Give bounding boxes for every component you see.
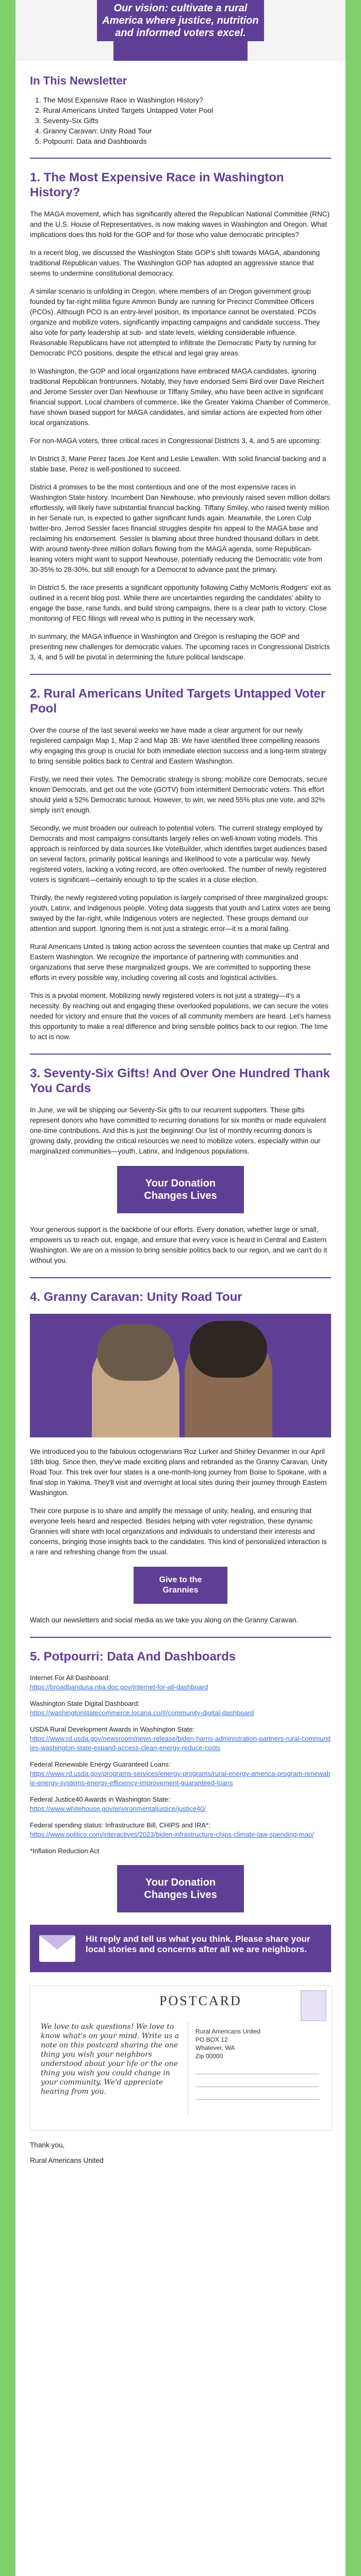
banner-tagline: Our vision: cultivate a rural America where justice, nutrition and informed voters excel. — [97, 0, 264, 41]
paragraph: For non-MAGA voters, three critical races in Congressional Districts 3, 4, and 5 are upcoming: — [30, 437, 321, 445]
resource-label: USDA Rural Development Awards in Washington State: — [30, 1725, 195, 1733]
stamp-icon — [301, 1990, 326, 2021]
paragraph: Your generous support is the backbone of our efforts. Every donation, whether large or small, empowers us to reach out, engage, and ensure that every voice is heard in Central and Eastern Washington. We are on a mission to bring sensible politics back to our region, and we can't do it without you. — [30, 1226, 327, 1264]
table-of-contents — [30, 95, 331, 146]
section-divider — [30, 674, 331, 675]
paragraph: Watch our newsletters and social media as we take you along on the Granny Caravan. — [30, 1616, 299, 1624]
section-title-washington-race: 1. The Most Expensive Race in Washington History? — [30, 171, 284, 199]
paragraph: In a recent blog, we discussed the Washington State GOP's shift towards MAGA, abandoning traditional Republican values. The Washington GOP has adopted an aggressive stance that seems to undermine constitutional democracy. — [30, 249, 320, 277]
postcard-message: We love to ask questions! We love to know what's on your mind. Write us a note on this postcard sharing the one thing you wish your neighbors understood about your life or the one thing you wish you could change in your community. We'd appreciate hearing from you. — [41, 2023, 179, 2096]
postcard-image — [30, 1986, 332, 2131]
mail-icon — [39, 1935, 75, 1962]
section-divider — [30, 1637, 331, 1638]
resource-label: Washington State Digital Dashboard: — [30, 1700, 140, 1707]
paragraph: In June, we will be shipping our Seventy-Six gifts to our recurrent supporters. These gifts represent donors who have committed to recurring donations for six months or made equivalent one-time contributions. And this is just the beginning! Our list of monthly recurring donors is growing daily, providing the critical resources we need to mobilize voters, especially within our marginalized communities—youth, Latinx, and Indigenous populations. — [30, 1106, 326, 1155]
paragraph: District 4 promises to be the most contentious and one of the most expensive races in Washington State history. Incumbent Dan Newhouse, who previously raised seven million dollars effortlessly, will likely have substantial financial backing. Tiffany Smiley, who raised twenty million in her Senate run, is expected to gather significant funds again. Meanwhile, the Loren Culp twitter-bro, Jerrod Sessler faces financial struggles despite his appeal to the MAGA base and reclaiming his endorsement. Sessler is blaming about three hundred thousand dollars in debt. With around twenty-three million dollars flowing from the MAGA agenda, some Republican-leaning voters might want to support Newhouse, potentially reducing the Democratic vote from 30-35% to 28-30%, but still enough for a Democrat to advance past the primary. — [30, 483, 330, 573]
granny-hair-left — [97, 1324, 174, 1381]
resource-link[interactable]: https://www.whitehouse.gov/environmentaljustice/justice40/ — [30, 1805, 206, 1812]
paragraph: Rural Americans United is taking action across the seventeen counties that make up Central and Eastern Washington. We recognize the importance of partnering with communities and organizations that serve these marginalized groups. We are committed to supporting these efforts in every possible way, including covering all costs and logistical activities. — [30, 943, 330, 981]
paragraph: This is a pivotal moment. Mobilizing newly registered voters is not just a strategy—it's a necessity. By reaching out and engaging these overlooked populations, we can secure the votes needed for victory and ensure that the voices of all community members are heard. Let's harness this opportunity to make a real difference and bring sensible politics back to our region. The time to act is now. — [30, 992, 331, 1041]
paragraph: In Washington, the GOP and local organizations have embraced MAGA candidates, ignoring traditional Republican frontrunners. Notably, they have endorsed Semi Bird over Dave Reichert and Jerome Sessler over Dan Newhouse or Tiffany Smiley, who have been active in significant financial support. Local chambers of commerce, like the Greater Yakima Chamber of Commerce, have shown biased support for MAGA candidates, and similar actions are expected from other local organizations. — [30, 367, 331, 427]
resource-item — [30, 1673, 331, 1692]
section-title-potpourri: 5. Potpourri: Data And Dashboards — [30, 1650, 236, 1664]
resource-label: *Inflation Reduction Act — [30, 1847, 100, 1855]
reply-banner[interactable] — [30, 1925, 331, 1972]
address-line — [195, 2099, 319, 2100]
paragraph: The MAGA movement, which has significantly altered the Republican National Committee (RNC) and the U.S. House of Representatives, is now making waves in Washington and Oregon. What implications does this hold for the GOP and for those who value democratic principles? — [30, 210, 330, 239]
donate-button[interactable]: Your Donation Changes Lives — [117, 1166, 244, 1213]
postcard-address: Rural Americans United PO BOX 12 Whatever, WA Zip 00000 — [195, 2028, 261, 2060]
resource-link[interactable]: https://www.politico.com/interactives/2023/biden-infrastructure-chips-climate-law-spending-map/ — [30, 1831, 314, 1838]
resource-link[interactable]: https://www.rd.usda.gov/newsroom/news-release/biden-harris-administration-partners-rural-communities-washington-state-expand-access-clean-energy-reduce-costs — [30, 1735, 331, 1752]
header-banner — [15, 0, 346, 61]
toc-item[interactable]: 2. Rural Americans United Targets Untapped Voter Pool — [35, 106, 214, 114]
granny-hair-right — [190, 1321, 267, 1378]
newsletter-title: In This Newsletter — [30, 74, 127, 87]
reply-text: Hit reply and tell us what you think. Please share your local stories and concerns after all we are neighbors. — [86, 1934, 310, 1954]
resource-label: Federal spending status: Infrastructure Bill, CHIPS and IRA*: — [30, 1821, 210, 1829]
section-title-granny-caravan: 4. Granny Caravan: Unity Road Tour — [30, 1290, 242, 1304]
toc-item[interactable]: 3. Seventy-Six Gifts — [35, 116, 99, 125]
cta-wrapper — [30, 1567, 331, 1604]
donate-button[interactable]: Your Donation Changes Lives — [117, 1865, 244, 1912]
paragraph: A similar scenario is unfolding in Oregon, where members of an Oregon government group founded by far-right militia figure Ammon Bundy are running for Precinct Committee Officers (PCOs). Although PCO is an entry-level position, its importance cannot be overstated. PCOs organize and mobilize voters, significantly impacting campaigns and candidate success. They also vote for party leadership at sub- and state levels, wielding considerable influence. Reasonable Republicans have not attempted to infiltrate the Democratic Party by running for Democratic PCO positions, despite the ethical and legal gray areas. — [30, 287, 320, 357]
resource-item — [30, 1795, 331, 1814]
paragraph: We introduced you to the fabulous octogenarians Roz Lurker and Shirley Devanmer in our April 18th blog. Since then, they've made exciting plans and rebranded as the Granny Caravan, Unity Road Tour. This trek over four states is a one-month-long journey from Boise to Spokane, with a final stop in Yakima. They'll visit and overnight at local sites during their journey through Eastern Washington. — [30, 1448, 327, 1497]
toc-item[interactable]: 5. Potpourri: Data and Dashboards — [35, 137, 147, 145]
paragraph: Secondly, we must broaden our outreach to potential voters. The current strategy employed by Democrats and most campaigns consultants largely relies on well-known voting models. This approach is reinforced by data sources like VoteBuilder, which identifies target audiences based on several factors, primarily political leanings and likelihood to vote a particular way. Newly registered voters, lacking a voting record, are often overlooked. The number of newly registered voters is significant—certainly enough to tip the scales in a close election. — [30, 824, 327, 884]
section-title-gifts: 3. Seventy-Six Gifts! And Over One Hundred Thank You Cards — [30, 1066, 330, 1095]
resource-item — [30, 1725, 331, 1753]
toc-item[interactable]: 4. Granny Caravan: Unity Road Tour — [35, 127, 152, 135]
main-content — [15, 74, 346, 2166]
section-divider — [30, 158, 331, 159]
newsletter-column — [15, 0, 346, 2576]
paragraph: Firstly, we need their votes. The Democratic strategy is strong: mobilize core Democrats, secure known Democrats, and get out the vote (GOTV) from intermittent Democratic voters. This effort should yield a 52% Democratic turnout. However, to win, we need 55% plus one vote, and 32% simply isn't enough. — [30, 775, 327, 814]
paragraph: Their core purpose is to share and amplify the message of unity, healing, and ensuring that everyone feels heard and respected. Besides helping with voter registration, these dynamic Grannies will share with local organizations and individuals to understand their interests and concerns, bringing those insights back to the candidates. This kind of personalized interaction is a rare and refreshing change from the usual. — [30, 1507, 327, 1556]
grannies-photo — [30, 1314, 331, 1437]
cta-wrapper — [30, 1166, 331, 1213]
cta-wrapper — [30, 1865, 331, 1912]
resource-item — [30, 1760, 331, 1788]
section-divider — [30, 1054, 331, 1055]
resource-link[interactable]: https://washingtonstatecommerce.locana.co/#/community-digital-dashboard — [30, 1709, 254, 1717]
paragraph: In District 5, the race presents a significant opportunity following Cathy McMorris Rodgers' exit as outlined in a recent blog post. While there are uncertainties regarding the candidates' ability to engage the base, raise funds, and build strong campaigns, there is a clear path to victory. Close monitoring of FEC filings will reveal who is putting in the necessary work. — [30, 584, 331, 622]
paragraph: In District 3, Marie Perez faces Joe Kent and Leslie Lewallen. With solid financial backing and a stable base, Perez is well-positioned to succeed. — [30, 455, 326, 473]
resource-item — [30, 1699, 331, 1718]
resource-link[interactable]: https://broadbandusa.ntia.doc.gov/internet-for-all-dashboard — [30, 1683, 208, 1691]
resource-link[interactable]: https://www.rd.usda.gov/programs-services/energy-programs/rural-energy-america-program-renewable-energy-systems-energy-efficiency-improvement-guaranteed-loans — [30, 1770, 331, 1787]
section-title-voter-pool: 2. Rural Americans United Targets Untapped Voter Pool — [30, 687, 326, 716]
give-to-grannies-button[interactable]: Give to the Grannies — [134, 1567, 227, 1604]
resource-label: Federal Renewable Energy Guaranteed Loans: — [30, 1760, 171, 1768]
toc-item[interactable]: 1. The Most Expensive Race in Washington History? — [35, 96, 204, 104]
postcard-title: POSTCARD — [159, 1993, 242, 2008]
closing: Thank you, — [30, 2141, 65, 2149]
resource-label: Internet For All Dashboard: — [30, 1674, 110, 1682]
resource-label: Federal Justice40 Awards in Washington State: — [30, 1795, 170, 1803]
paragraph: Thirdly, the newly registered voting population is largely comprised of three marginalized groups: youth, Latinx, and Indigenous people. Voting data suggests that youth and Latinx votes are being swayed by the far-right, while Indigenous voters are neglected. These groups demand our attention and support. Ignoring them is not just a strategic error—it is a moral failing. — [30, 894, 331, 933]
paragraph: Over the course of the last several weeks we have made a clear argument for our newly registered campaign Map 1, Map 2 and Map 3B. We have identified three compelling reasons why engaging this group is crucial for both immediate election success and a long-term strategy to bring sensible politics back to Central and Eastern Washington. — [30, 726, 327, 765]
resource-footnote — [30, 1846, 331, 1856]
resource-item — [30, 1821, 331, 1839]
section-divider — [30, 1277, 331, 1278]
paragraph: In summary, the MAGA influence in Washington and Oregon is reshaping the GOP and presenting new challenges for democratic values. The upcoming races in Congressional Districts 3, 4, and 5 will be pivotal in determining the future political landscape. — [30, 633, 330, 661]
signature: Rural Americans United — [30, 2157, 104, 2164]
